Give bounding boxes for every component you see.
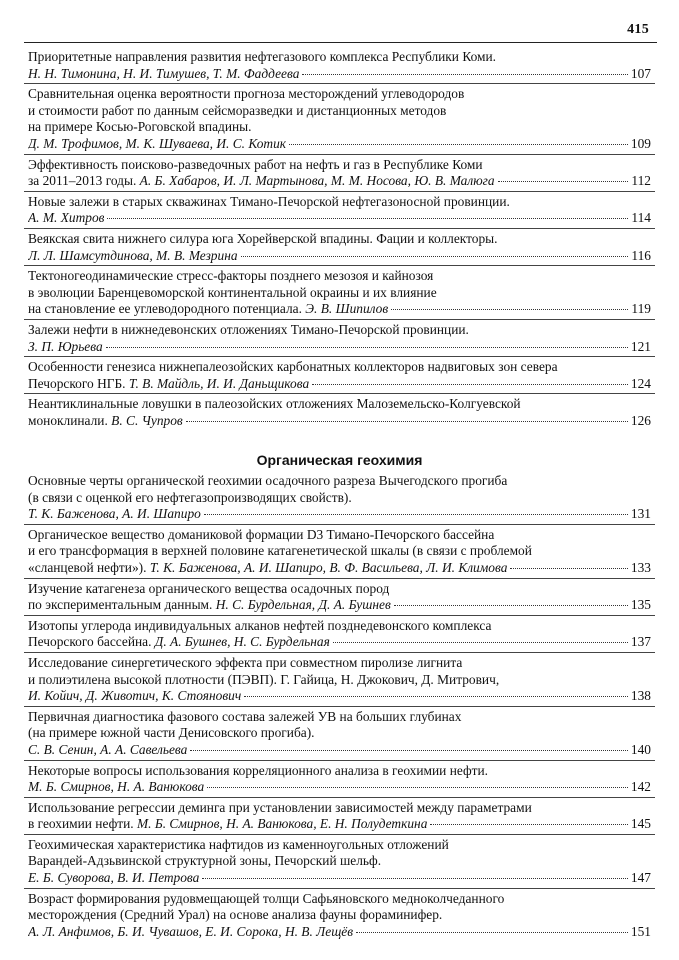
entry-title-tail-and-authors [28, 870, 199, 887]
dot-leader [207, 787, 628, 788]
entry-title-tail-and-authors [28, 173, 495, 190]
entry-page-number: 142 [630, 779, 651, 795]
entry-authors: Т. К. Баженова, А. И. Шапиро, В. Ф. Васильева, Л. И. Климова [149, 559, 508, 575]
entry-title-tail: по экспериментальным данным. [28, 597, 216, 613]
toc-entry [24, 707, 655, 761]
entry-last-line [28, 742, 651, 759]
toc-entry [24, 394, 655, 430]
entry-last-line [28, 339, 651, 356]
entry-authors: Д. М. Трофимов, М. К. Шуваева, И. С. Котик [28, 135, 287, 151]
toc-entry [24, 798, 655, 835]
entry-last-line [28, 506, 651, 523]
toc-entry [24, 320, 655, 357]
entry-title-line: (на примере южной части Денисовского прогиба). [28, 725, 315, 741]
entry-last-line [28, 560, 651, 577]
toc-entry [24, 616, 655, 653]
entry-title-tail-and-authors [28, 210, 104, 227]
entry-page-number: 119 [631, 301, 651, 317]
toc-entry [24, 835, 655, 889]
entry-title-tail-and-authors [28, 66, 299, 83]
entry-title-line: Основные черты органической геохимии осадочного разреза Вычегодского прогиба [28, 473, 508, 488]
dot-leader [312, 384, 628, 385]
dot-leader [190, 750, 628, 751]
entry-authors: А. Б. Хабаров, И. Л. Мартынова, М. М. Носова, Ю. В. Малюга [139, 173, 495, 189]
entry-last-line [28, 413, 651, 430]
entry-title-tail-and-authors [28, 413, 183, 430]
entry-last-line [28, 597, 651, 614]
entry-title-tail: «сланцевой нефти»). [28, 559, 150, 575]
dot-leader [394, 605, 628, 606]
dot-leader [241, 256, 629, 257]
entry-title-line: (в связи с оценкой его нефтегазопроизводящих свойств). [28, 489, 352, 505]
entry-title-tail-and-authors [28, 779, 204, 796]
entry-title-line: в эволюции Баренцевоморской континентальной окраины и их влияние [28, 284, 437, 300]
entry-title-line: на примере Косью-Роговской впадины. [28, 119, 252, 135]
dot-leader [244, 696, 628, 697]
dot-leader [106, 347, 628, 348]
entry-title-line: Органическое вещество доманиковой формации D3 Тимано-Печорского бассейна [28, 526, 495, 542]
toc-section-organic-geochemistry [24, 449, 655, 941]
entry-authors: Т. В. Майдль, И. И. Даньщикова [128, 375, 310, 391]
entry-authors: А. Л. Анфимов, Б. И. Чувашов, Е. И. Сорока, Н. В. Лещёв [28, 923, 354, 939]
dot-leader [289, 144, 628, 145]
entry-last-line [28, 779, 651, 796]
entry-title-line: Новые залежи в старых скважинах Тимано-Печорской нефтегазоносной провинции. [28, 193, 510, 209]
entry-authors: Н. С. Бурдельная, Д. А. Бушнев [215, 597, 391, 613]
entry-last-line [28, 816, 651, 833]
dot-leader [498, 181, 629, 182]
entry-title-tail-and-authors [28, 301, 388, 318]
entry-title-line: и полиэтилена высокой плотности (ПЭВП). Г. Гайица, Н. Джокович, Д. Митрович, [28, 671, 500, 687]
toc-entry [24, 192, 655, 229]
dot-leader [302, 74, 628, 75]
entry-title-tail-and-authors [28, 742, 187, 759]
dot-leader [202, 878, 628, 879]
entry-title-line: Возраст формирования рудовмещающей толщи Сафьяновского медноколчеданного [28, 890, 505, 906]
entry-page-number: 109 [630, 135, 651, 151]
toc-entry [24, 761, 655, 798]
entry-last-line [28, 688, 651, 705]
entry-page-number: 138 [630, 688, 651, 704]
entry-title-line: Использование регрессии деминга при установлении зависимостей между параметрами [28, 799, 532, 815]
entry-authors: З. П. Юрьева [28, 338, 103, 354]
entry-authors: Л. Л. Шамсутдинова, М. В. Мезрина [28, 247, 238, 263]
dot-leader [107, 218, 628, 219]
dot-leader [333, 642, 628, 643]
entry-title-tail: моноклинали. [28, 412, 112, 428]
entry-last-line [28, 248, 651, 265]
entry-title-tail-and-authors [28, 816, 427, 833]
entry-page-number: 147 [630, 870, 651, 886]
entry-last-line [28, 136, 651, 153]
entry-title-tail: в геохимии нефти. [28, 816, 137, 832]
toc-entry-list [24, 471, 655, 941]
entry-title-tail-and-authors [28, 688, 241, 705]
entry-authors: В. С. Чупров [111, 412, 183, 428]
entry-title-line: Изотопы углерода индивидуальных алканов нефтей позднедевонского комплекса [28, 617, 492, 633]
entry-title-tail-and-authors [28, 560, 507, 577]
entry-last-line [28, 210, 651, 227]
entry-authors: И. Койич, Д. Животич, К. Стоянович [28, 688, 242, 704]
entry-page-number: 137 [630, 634, 651, 650]
entry-title-tail-and-authors [28, 634, 330, 651]
toc-entry [24, 84, 655, 154]
entry-page-number: 131 [630, 506, 651, 522]
entry-authors: А. М. Хитров [28, 210, 105, 226]
entry-last-line [28, 376, 651, 393]
entry-title-line: и стоимости работ по данным сейсморазведки и дистанционных методов [28, 102, 447, 118]
entry-authors: М. Б. Смирнов, Н. А. Ванюкова [28, 779, 205, 795]
dot-leader [391, 309, 628, 310]
entry-title-line: Исследование синергетического эффекта при совместном пиролизе лигнита [28, 654, 463, 670]
toc-entry [24, 471, 655, 525]
toc-entry [24, 889, 655, 942]
entry-title-line: месторождения (Средний Урал) на основе анализа фауны фораминифер. [28, 907, 443, 923]
toc-entry [24, 266, 655, 320]
entry-title-line: Некоторые вопросы использования корреляционного анализа в геохимии нефти. [28, 762, 489, 778]
entry-last-line [28, 634, 651, 651]
entry-last-line [28, 66, 651, 83]
entry-title-line: Первичная диагностика фазового состава залежей УВ на больших глубинах [28, 708, 462, 724]
entry-title-line: Приоритетные направления развития нефтегазового комплекса Республики Коми. [28, 49, 497, 64]
section-heading: Органическая геохимия [256, 452, 423, 468]
entry-title-tail-and-authors [28, 248, 238, 265]
entry-title-line: Эффективность поисково-разведочных работ на нефть и газ в Республике Коми [28, 156, 483, 172]
entry-page-number: 124 [630, 375, 651, 391]
toc-entry [24, 229, 655, 266]
entry-authors: Э. В. Шипилов [305, 301, 389, 317]
entry-authors: М. Б. Смирнов, Н. А. Ванюкова, Е. Н. Полудеткина [136, 816, 428, 832]
entry-authors: С. В. Сенин, А. А. Савельева [28, 741, 188, 757]
entry-authors: Т. К. Баженова, А. И. Шапиро [28, 506, 201, 522]
toc-entry [24, 653, 655, 707]
toc-entry [24, 357, 655, 394]
entry-title-line: Изучение катагенеза органического вещества осадочных пород [28, 580, 390, 596]
entry-page-number: 151 [630, 923, 651, 939]
entry-title-line: Варандей-Адзьвинской структурной зоны, Печорский шельф. [28, 853, 382, 869]
toc-entry [24, 47, 655, 84]
dot-leader [204, 514, 628, 515]
entry-title-tail-and-authors [28, 597, 391, 614]
entry-last-line [28, 301, 651, 318]
page-number: 415 [627, 22, 649, 37]
entry-title-line: Тектоногеодинамические стресс-факторы позднего мезозоя и кайнозоя [28, 268, 434, 284]
entry-page-number: 121 [630, 338, 651, 354]
entry-title-tail: за 2011–2013 годы. [28, 173, 140, 189]
entry-page-number: 114 [631, 210, 651, 226]
entry-title-line: Залежи нефти в нижнедевонских отложениях Тимано-Печорской провинции. [28, 321, 469, 337]
entry-authors: Н. Н. Тимонина, Н. И. Тимушев, Т. М. Фаддеева [28, 65, 300, 81]
entry-page-number: 107 [630, 65, 651, 81]
entry-last-line [28, 870, 651, 887]
entry-title-tail: на становление ее углеводородного потенциала. [28, 301, 306, 317]
entry-title-tail: Печорского бассейна. [28, 634, 155, 650]
entry-title-line: Особенности генезиса нижнепалеозойских карбонатных коллекторов надвиговых зон севера [28, 359, 558, 375]
toc-entry [24, 579, 655, 616]
entry-title-tail: Печорского НГБ. [28, 375, 129, 391]
toc-section-geology [24, 47, 655, 430]
dot-leader [510, 568, 628, 569]
dot-leader [430, 824, 628, 825]
entry-last-line [28, 173, 651, 190]
entry-title-line: Геохимическая характеристика нафтидов из каменноугольных отложений [28, 836, 449, 852]
entry-page-number: 145 [630, 816, 651, 832]
dot-leader [356, 932, 628, 933]
toc-entry [24, 525, 655, 579]
entry-page-number: 112 [631, 173, 651, 189]
entry-page-number: 140 [630, 741, 651, 757]
entry-page-number: 126 [630, 412, 651, 428]
entry-last-line [28, 924, 651, 941]
entry-title-line: Неантиклинальные ловушки в палеозойских отложениях Малоземельско-Колгуевской [28, 396, 521, 412]
dot-leader [186, 421, 628, 422]
entry-title-line: и его трансформация в верхней половине катагенетической шкалы (в связи с проблемой [28, 543, 532, 559]
entry-title-line: Сравнительная оценка вероятности прогноза месторождений углеводородов [28, 86, 465, 102]
header-rule [24, 42, 657, 43]
entry-authors: Е. Б. Суворова, В. И. Петрова [28, 870, 200, 886]
entry-title-tail-and-authors [28, 136, 286, 153]
entry-title-line: Веякская свита нижнего силура юга Хорейверской впадины. Фации и коллекторы. [28, 230, 498, 246]
entry-authors: Д. А. Бушнев, Н. С. Бурдельная [154, 634, 330, 650]
toc-entry [24, 155, 655, 192]
entry-title-tail-and-authors [28, 924, 353, 941]
entry-page-number: 116 [631, 247, 651, 263]
entry-page-number: 133 [630, 559, 651, 575]
entry-title-tail-and-authors [28, 376, 309, 393]
entry-title-tail-and-authors [28, 339, 103, 356]
entry-page-number: 135 [630, 597, 651, 613]
entry-title-tail-and-authors [28, 506, 201, 523]
